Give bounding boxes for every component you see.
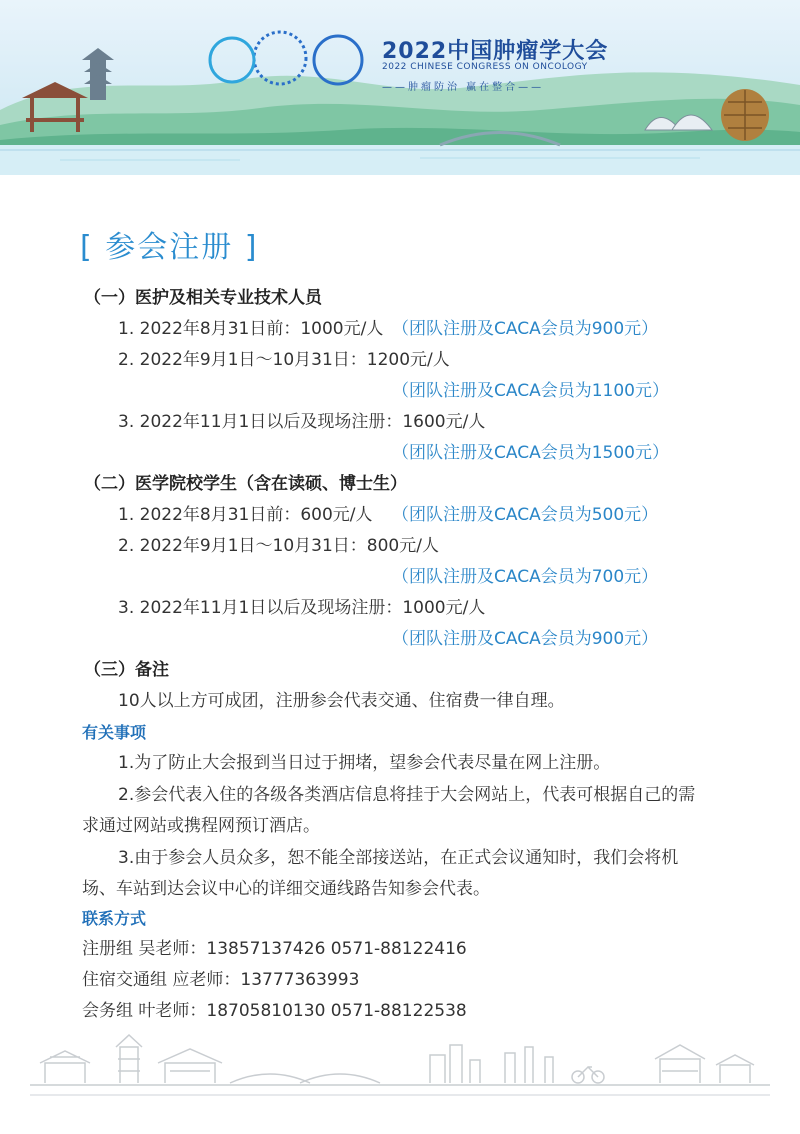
header-banner (0, 0, 800, 175)
matters-heading: 有关事项 (82, 723, 147, 742)
fee-note: （团队注册及CACA会员为1500元） (392, 443, 669, 463)
matters-paragraph: 3.由于参会人员众多，恕不能全部接送站，在正式会议通知时，我们会将机 (118, 848, 679, 868)
congress-slogan: ——肿瘤防治 赢在整合—— (382, 82, 545, 93)
fee-item: 1. 2022年8月31日前：1000元/人 (118, 319, 384, 339)
congress-title: 2022中国肿瘤学大会 (382, 39, 609, 64)
contact-line: 注册组 吴老师：13857137426 0571-88122416 (82, 939, 467, 959)
group-heading-1: （一）医护及相关专业技术人员 (84, 288, 322, 308)
matters-paragraph: 求通过网站或携程网预订酒店。 (82, 816, 320, 836)
fee-note: （团队注册及CACA会员为700元） (392, 567, 659, 587)
matters-paragraph: 场、车站到达会议中心的详细交通线路告知参会代表。 (82, 879, 490, 899)
section-title: [ 参会注册 ] (80, 230, 259, 265)
contact-heading: 联系方式 (82, 909, 147, 928)
group-heading-2: （二）医学院校学生（含在读硕、博士生） (84, 474, 407, 494)
fee-item: 1. 2022年8月31日前：600元/人 (118, 505, 373, 525)
fee-item: 3. 2022年11月1日以后及现场注册：1000元/人 (118, 598, 486, 618)
fee-note: （团队注册及CACA会员为1100元） (392, 381, 669, 401)
congress-subtitle: 2022 CHINESE CONGRESS ON ONCOLOGY (382, 62, 588, 72)
fee-item: 3. 2022年11月1日以后及现场注册：1600元/人 (118, 412, 486, 432)
remark-text: 10人以上方可成团，注册参会代表交通、住宿费一律自理。 (118, 691, 565, 711)
footer-skyline (0, 1025, 800, 1130)
matters-paragraph: 2.参会代表入住的各级各类酒店信息将挂于大会网站上，代表可根据自己的需 (118, 785, 696, 805)
fee-note: （团队注册及CACA会员为900元） (392, 629, 659, 649)
group-heading-3: （三）备注 (84, 660, 169, 680)
fee-item: 2. 2022年9月1日～10月31日：800元/人 (118, 536, 439, 556)
fee-note: （团队注册及CACA会员为900元） (392, 319, 659, 339)
fee-note: （团队注册及CACA会员为500元） (392, 505, 659, 525)
fee-item: 2. 2022年9月1日～10月31日：1200元/人 (118, 350, 450, 370)
matters-paragraph: 1.为了防止大会报到当日过于拥堵，望参会代表尽量在网上注册。 (118, 753, 611, 773)
skyline-illustration (0, 1025, 800, 1130)
contact-line: 住宿交通组 应老师：13777363993 (82, 970, 360, 990)
contact-line: 会务组 叶老师：18705810130 0571-88122538 (82, 1001, 467, 1021)
